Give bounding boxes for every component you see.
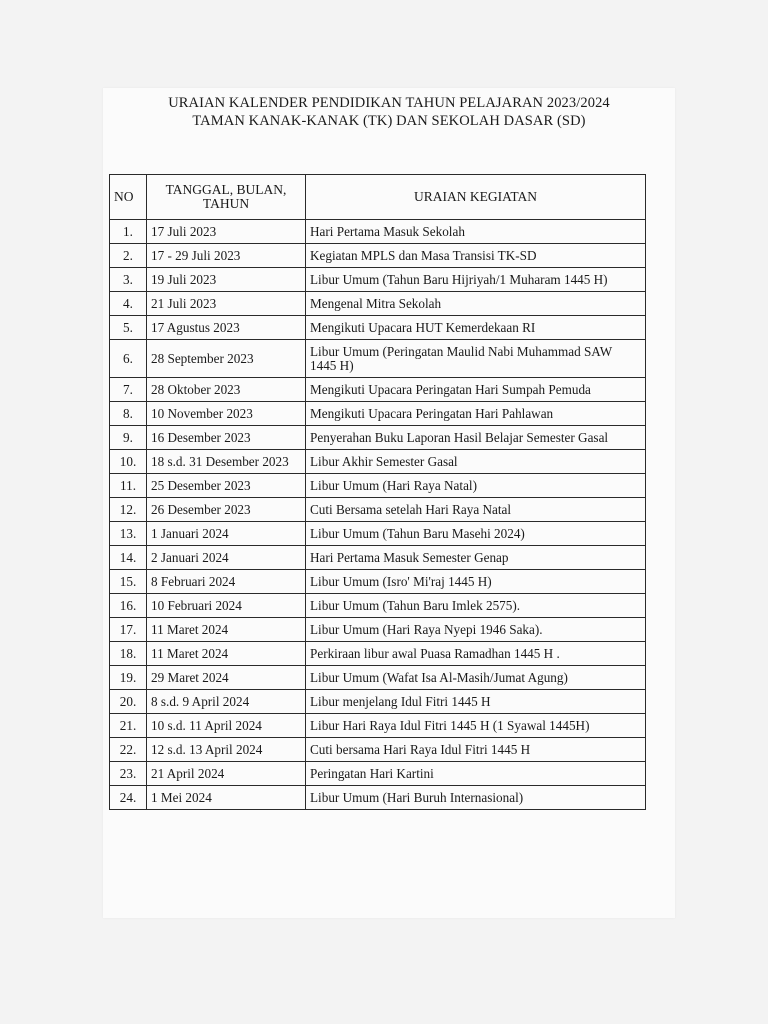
- row-date-cell: 25 Desember 2023: [147, 474, 306, 498]
- row-description-cell: Libur Umum (Peringatan Maulid Nabi Muhammad SAW 1445 H): [306, 340, 646, 378]
- header-no: NO: [110, 175, 147, 220]
- table-row: [110, 618, 646, 642]
- row-number-cell: 12.: [110, 498, 147, 522]
- row-description-cell: Mengikuti Upacara Peringatan Hari Pahlawan: [306, 402, 646, 426]
- row-date-cell: 11 Maret 2024: [147, 618, 306, 642]
- row-number-cell: 17.: [110, 618, 147, 642]
- table-row: [110, 426, 646, 450]
- row-number-cell: 1.: [110, 220, 147, 244]
- row-number-cell: 5.: [110, 316, 147, 340]
- table-row: [110, 786, 646, 810]
- row-description-cell: Mengenal Mitra Sekolah: [306, 292, 646, 316]
- row-number-cell: 15.: [110, 570, 147, 594]
- row-date-cell: 28 Oktober 2023: [147, 378, 306, 402]
- table-header-row: [110, 175, 646, 220]
- row-date-cell: 29 Maret 2024: [147, 666, 306, 690]
- row-description-cell: Peringatan Hari Kartini: [306, 762, 646, 786]
- row-date-cell: 12 s.d. 13 April 2024: [147, 738, 306, 762]
- row-date-cell: 28 September 2023: [147, 340, 306, 378]
- table-row: [110, 474, 646, 498]
- row-date-cell: 1 Januari 2024: [147, 522, 306, 546]
- row-description-cell: Libur Umum (Isro' Mi'raj 1445 H): [306, 570, 646, 594]
- row-description-cell: Penyerahan Buku Laporan Hasil Belajar Semester Gasal: [306, 426, 646, 450]
- table-row: [110, 340, 646, 378]
- row-date-cell: 11 Maret 2024: [147, 642, 306, 666]
- row-date-cell: 18 s.d. 31 Desember 2023: [147, 450, 306, 474]
- row-description-cell: Hari Pertama Masuk Sekolah: [306, 220, 646, 244]
- row-description-cell: Hari Pertama Masuk Semester Genap: [306, 546, 646, 570]
- table-row: [110, 450, 646, 474]
- table-row: [110, 594, 646, 618]
- table-row: [110, 666, 646, 690]
- table-row: [110, 570, 646, 594]
- row-number-cell: 19.: [110, 666, 147, 690]
- row-description-cell: Kegiatan MPLS dan Masa Transisi TK-SD: [306, 244, 646, 268]
- row-date-cell: 8 Februari 2024: [147, 570, 306, 594]
- row-number-cell: 9.: [110, 426, 147, 450]
- row-number-cell: 18.: [110, 642, 147, 666]
- row-date-cell: 21 April 2024: [147, 762, 306, 786]
- row-description-cell: Libur menjelang Idul Fitri 1445 H: [306, 690, 646, 714]
- row-description-cell: Mengikuti Upacara Peringatan Hari Sumpah Pemuda: [306, 378, 646, 402]
- row-description-cell: Libur Hari Raya Idul Fitri 1445 H (1 Syawal 1445H): [306, 714, 646, 738]
- row-description-cell: Mengikuti Upacara HUT Kemerdekaan RI: [306, 316, 646, 340]
- row-number-cell: 24.: [110, 786, 147, 810]
- row-description-cell: Perkiraan libur awal Puasa Ramadhan 1445 H .: [306, 642, 646, 666]
- row-description-cell: Libur Umum (Hari Buruh Internasional): [306, 786, 646, 810]
- row-description-cell: Libur Umum (Wafat Isa Al-Masih/Jumat Agung): [306, 666, 646, 690]
- table-row: [110, 378, 646, 402]
- row-number-cell: 16.: [110, 594, 147, 618]
- row-date-cell: 17 Juli 2023: [147, 220, 306, 244]
- row-date-cell: 1 Mei 2024: [147, 786, 306, 810]
- table-row: [110, 738, 646, 762]
- row-number-cell: 2.: [110, 244, 147, 268]
- row-date-cell: 10 November 2023: [147, 402, 306, 426]
- row-description-cell: Libur Umum (Tahun Baru Masehi 2024): [306, 522, 646, 546]
- row-description-cell: Libur Umum (Hari Raya Nyepi 1946 Saka).: [306, 618, 646, 642]
- table-row: [110, 498, 646, 522]
- calendar-table: [109, 174, 646, 810]
- table-row: [110, 690, 646, 714]
- row-description-cell: Libur Umum (Hari Raya Natal): [306, 474, 646, 498]
- row-number-cell: 20.: [110, 690, 147, 714]
- row-date-cell: 26 Desember 2023: [147, 498, 306, 522]
- table-row: [110, 292, 646, 316]
- row-description-cell: Cuti Bersama setelah Hari Raya Natal: [306, 498, 646, 522]
- header-description: URAIAN KEGIATAN: [306, 175, 646, 220]
- table-row: [110, 546, 646, 570]
- row-description-cell: Cuti bersama Hari Raya Idul Fitri 1445 H: [306, 738, 646, 762]
- row-number-cell: 4.: [110, 292, 147, 316]
- table-row: [110, 402, 646, 426]
- table-row: [110, 642, 646, 666]
- row-number-cell: 6.: [110, 340, 147, 378]
- document-title: URAIAN KALENDER PENDIDIKAN TAHUN PELAJARAN 2023/2024: [168, 95, 610, 111]
- row-description-cell: Libur Akhir Semester Gasal: [306, 450, 646, 474]
- table-row: [110, 522, 646, 546]
- table-row: [110, 244, 646, 268]
- row-number-cell: 22.: [110, 738, 147, 762]
- row-number-cell: 14.: [110, 546, 147, 570]
- row-date-cell: 8 s.d. 9 April 2024: [147, 690, 306, 714]
- table-row: [110, 268, 646, 292]
- row-date-cell: 16 Desember 2023: [147, 426, 306, 450]
- row-number-cell: 23.: [110, 762, 147, 786]
- header-date: TANGGAL, BULAN, TAHUN: [147, 175, 306, 220]
- row-number-cell: 11.: [110, 474, 147, 498]
- row-number-cell: 10.: [110, 450, 147, 474]
- table-row: [110, 220, 646, 244]
- scanned-document-page: [103, 88, 675, 918]
- row-number-cell: 21.: [110, 714, 147, 738]
- document-subtitle: TAMAN KANAK-KANAK (TK) DAN SEKOLAH DASAR (SD): [192, 113, 586, 129]
- table-row: [110, 762, 646, 786]
- table-body: [110, 220, 646, 810]
- row-number-cell: 3.: [110, 268, 147, 292]
- row-number-cell: 8.: [110, 402, 147, 426]
- table-row: [110, 714, 646, 738]
- row-date-cell: 19 Juli 2023: [147, 268, 306, 292]
- row-date-cell: 10 Februari 2024: [147, 594, 306, 618]
- row-date-cell: 21 Juli 2023: [147, 292, 306, 316]
- row-description-cell: Libur Umum (Tahun Baru Imlek 2575).: [306, 594, 646, 618]
- row-date-cell: 2 Januari 2024: [147, 546, 306, 570]
- row-date-cell: 17 - 29 Juli 2023: [147, 244, 306, 268]
- row-description-cell: Libur Umum (Tahun Baru Hijriyah/1 Muharam 1445 H): [306, 268, 646, 292]
- row-date-cell: 10 s.d. 11 April 2024: [147, 714, 306, 738]
- row-number-cell: 7.: [110, 378, 147, 402]
- table-row: [110, 316, 646, 340]
- row-date-cell: 17 Agustus 2023: [147, 316, 306, 340]
- row-number-cell: 13.: [110, 522, 147, 546]
